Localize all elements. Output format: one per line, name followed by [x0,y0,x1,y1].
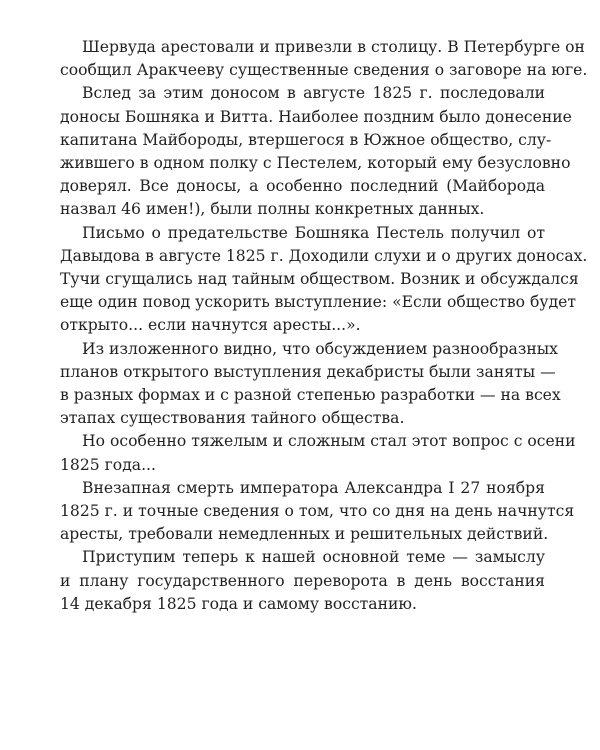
text-line: назвал 46 имен!), были полны конкретных данных. [60,200,485,219]
paragraph-6 [60,477,575,547]
text-line: капитана Майбороды, втершегося в Южное общество, слу- [60,130,552,149]
paragraph-7 [60,546,545,616]
text-line: Но особенно тяжелым и сложным стал этот вопрос с осени [82,432,576,451]
text-line: планов открытого выступления декабристы были заняты — [60,362,556,381]
text-line: Приступим теперь к нашей основной теме — замыслу [82,548,545,567]
text-line: Из изложенного видно, что обсуждением разнообразных [82,339,558,358]
text-line: Давыдова в августе 1825 г. Доходили слухи и о других доносах. [60,246,588,265]
text-line: и плану государственного переворота в день восстания [60,571,545,590]
text-line: доносы Бошняка и Витта. Наиболее поздним было донесение [60,107,572,126]
text-line: доверял. Все доносы, а особенно последний (Майборода [60,177,545,196]
text-line: Тучи сгущались над тайным обществом. Возник и обсуждался [60,270,579,289]
text-line: 14 декабря 1825 года и самому восстанию. [60,594,417,613]
text-line: Шервуда арестовали и привезли в столицу. В Петербурге он [82,38,585,56]
text-line: 1825 г. и точные сведения о том, что со дня на день начнутся [60,502,575,521]
book-page-text [60,36,588,616]
paragraph-4 [60,338,561,431]
text-line: жившего в одном полку с Пестелем, который ему безусловно [60,154,571,173]
text-line: сообщил Аракчееву существенные сведения о заговоре на юге. [60,61,588,80]
text-line: аресты, требовали немедленных и решительных действий. [60,525,549,544]
text-line: Внезапная смерть императора Александра I 27 ноября [82,478,545,497]
paragraph-3 [60,222,588,338]
paragraph-1 [60,36,588,82]
text-line: Письмо о предательстве Бошняка Пестель получил от [82,223,545,242]
text-line: 1825 года... [60,455,156,474]
text-line: Вслед за этим доносом в августе 1825 г. последовали [82,84,545,103]
text-line: еще один повод ускорить выступление: «Если общество будет [60,293,577,312]
text-line: в разных формах и с разной степенью разработки — на всех [60,386,561,405]
paragraph-5 [60,430,576,476]
paragraph-2 [60,82,572,221]
text-line: открыто... если начнутся аресты...». [60,316,361,335]
text-line: этапах существования тайного общества. [60,409,405,428]
